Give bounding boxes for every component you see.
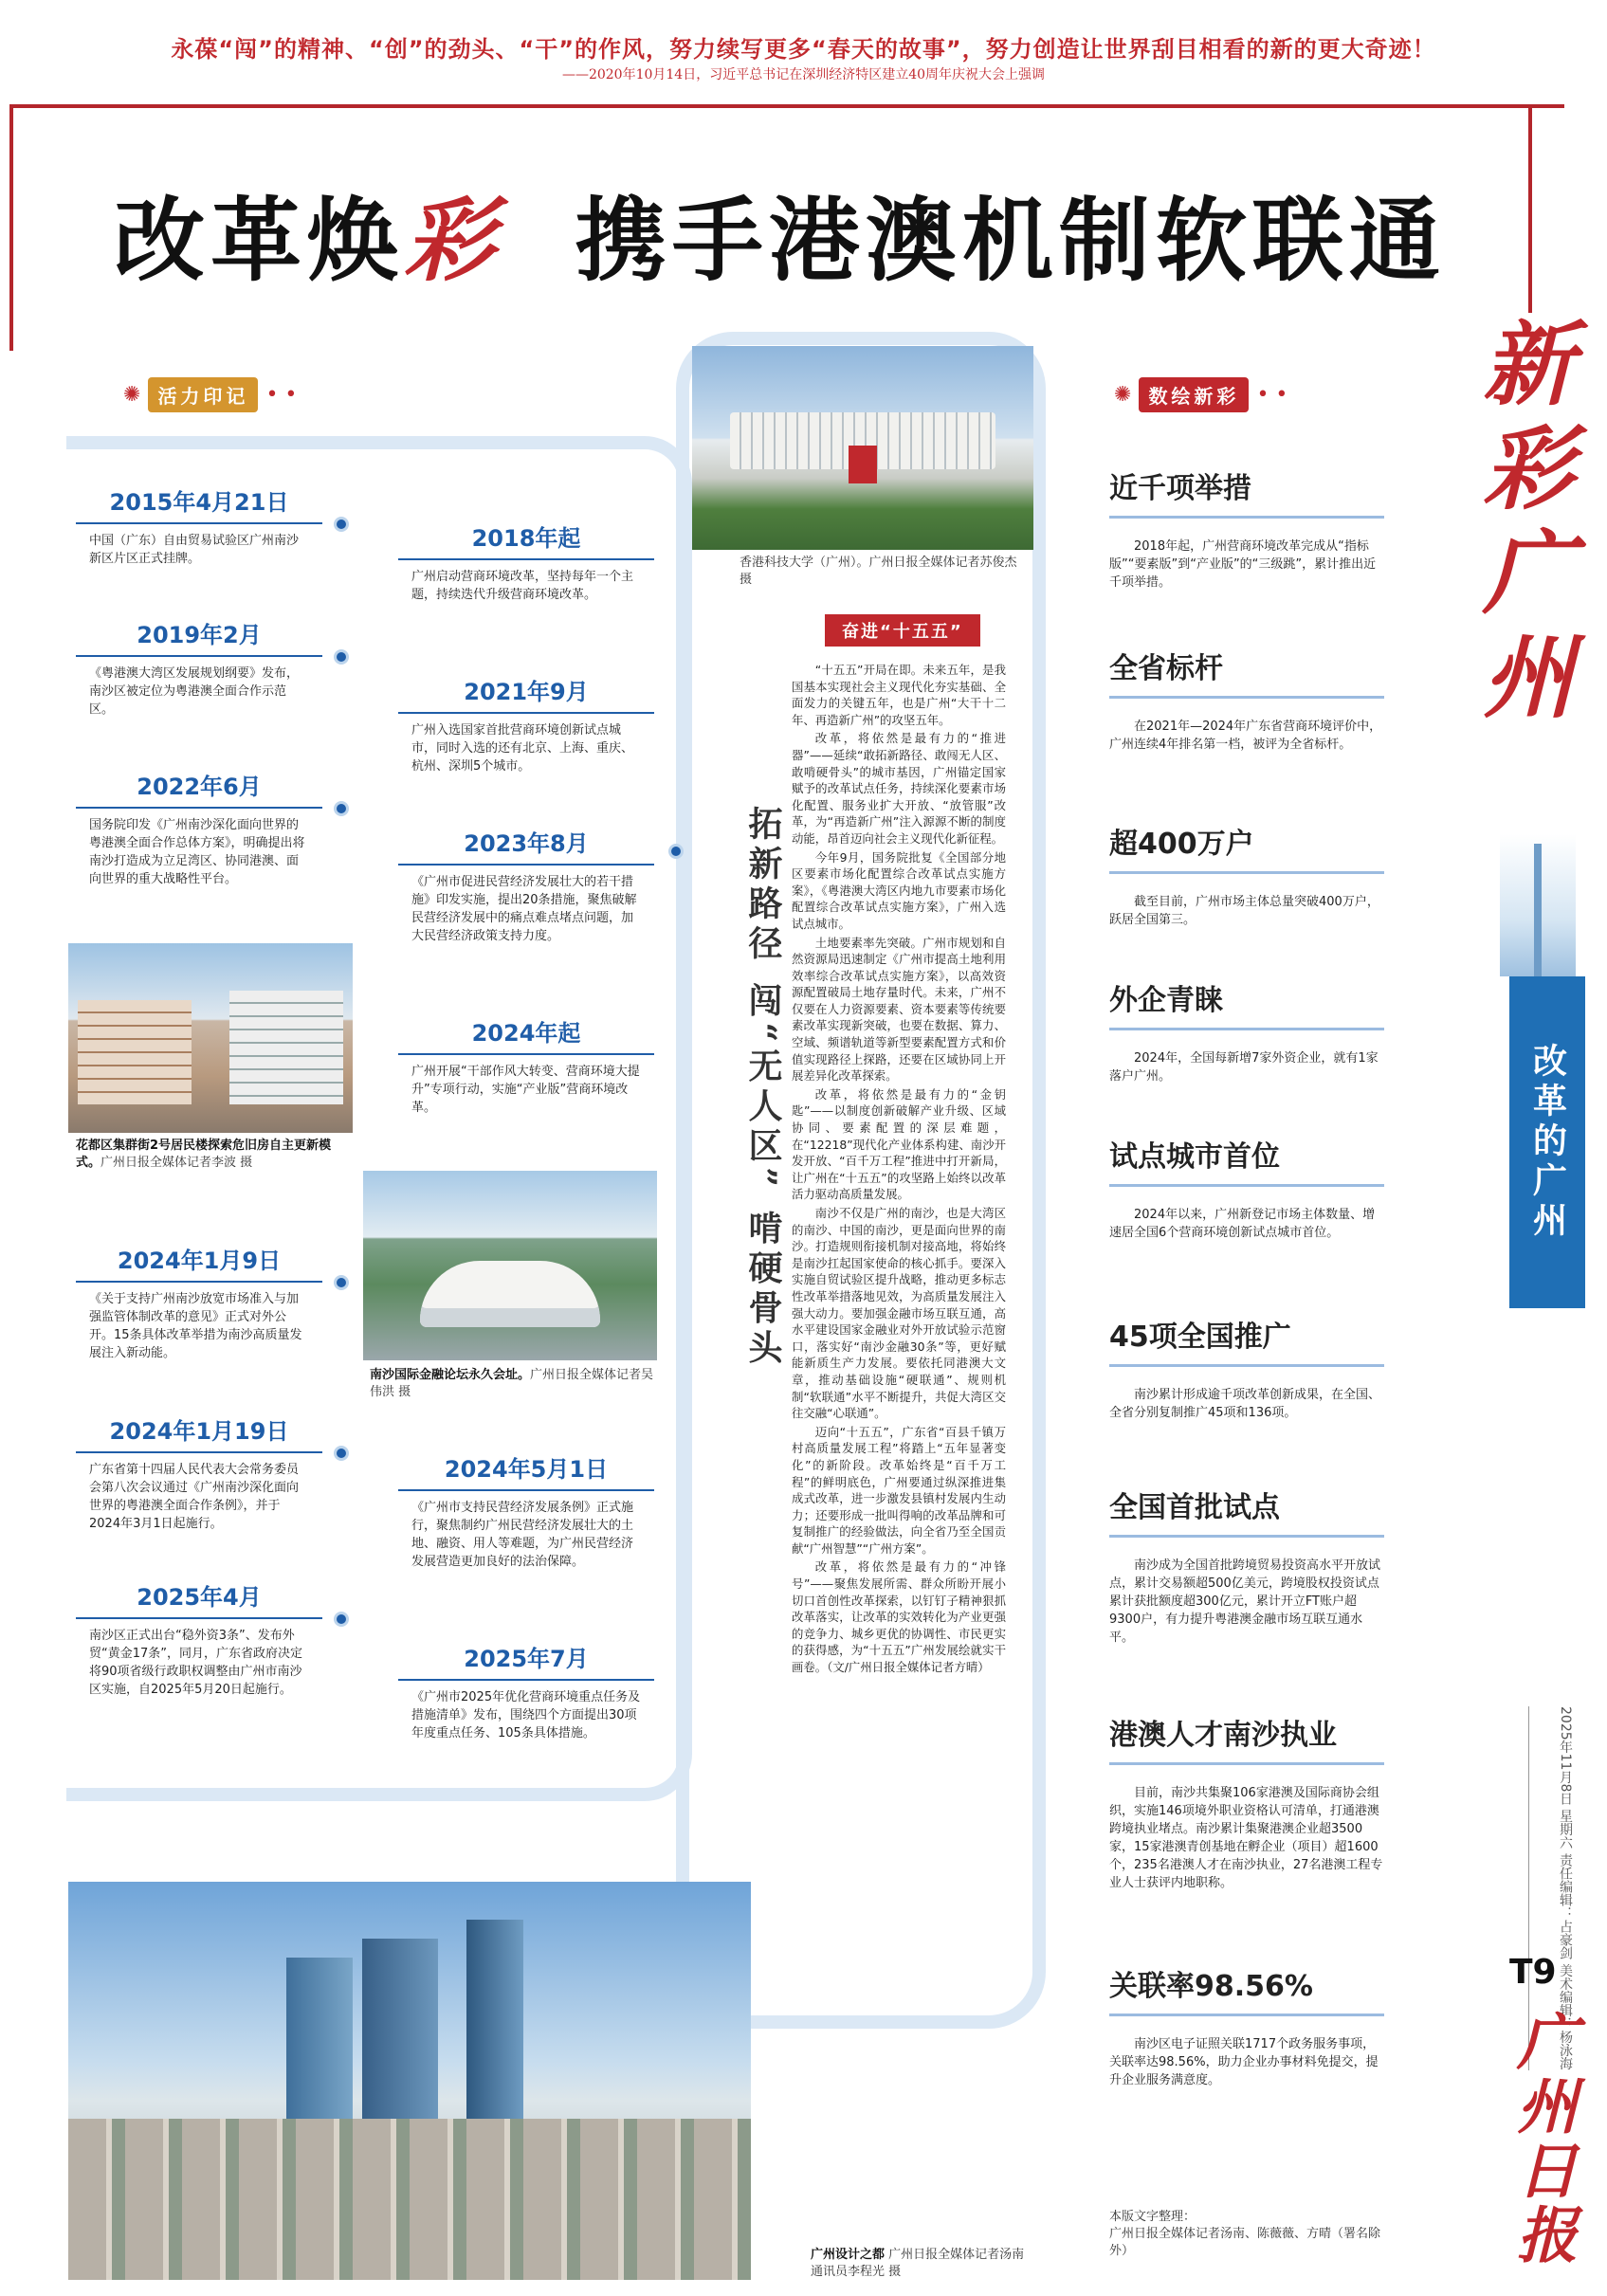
hkust-caption: 香港科技大学（广州）。广州日报全媒体记者苏俊杰 摄 xyxy=(740,556,1017,587)
timeline-date: 2022年6月 xyxy=(76,768,322,809)
timeline-text: 《广州市2025年优化营商环境重点任务及措施清单》发布，围绕四个方面提出30项年度重点任务、105条具体措施。 xyxy=(411,1690,641,1740)
page-headline xyxy=(114,169,1446,299)
timeline-date: 2015年4月21日 xyxy=(76,483,322,524)
stat-block xyxy=(1109,1133,1384,1242)
article-paragraph: 今年9月，国务院批复《全国部分地区要素市场化配置综合改革试点实施方案》，《粤港澳大湾区内地九市要素市场化配置综合改革试点实施方案》，广州入选试点城市。 xyxy=(792,849,1006,931)
credits-line1: 本版文字整理： xyxy=(1109,2210,1196,2224)
timeline-text: 《粤港澳大湾区发展规划纲要》发布，南沙区被定位为粤港澳全面合作示范区。 xyxy=(89,666,300,717)
firework-icon: ✺ xyxy=(1114,383,1132,407)
timeline-text: 广州启动营商环境改革，坚持每年一个主题，持续迭代升级营商环境改革。 xyxy=(411,570,634,602)
stat-block xyxy=(1109,976,1384,1085)
issue-meta: 2025年11月8日 星期六 责任编辑：占豪剑 美术编辑：杨泳海 xyxy=(1528,1706,1576,2070)
dots-icon: • • xyxy=(1256,383,1288,407)
timeline-dot xyxy=(334,649,349,665)
timeline-text: 《广州市支持民营经济发展条例》正式施行，聚焦制约广州民营经济发展壮大的土地、融资、用人等难题，为广州民营经济发展营造更加良好的法治保障。 xyxy=(411,1501,634,1569)
timeline-item-left-0 xyxy=(76,483,322,568)
huadu-caption xyxy=(76,1138,351,1172)
timeline-item-left-4 xyxy=(76,1412,322,1533)
timeline-dot xyxy=(334,801,349,816)
firework-icon: ✺ xyxy=(123,383,141,407)
timeline-dot xyxy=(334,1612,349,1627)
stat-text: 2024年，全国每新增7家外资企业，就有1家落户广州。 xyxy=(1109,1051,1379,1084)
headline-part1: 改革焕 xyxy=(114,187,404,294)
timeline-item-left-2 xyxy=(76,768,322,888)
timeline-date: 2024年1月19日 xyxy=(76,1412,322,1453)
timeline-item-left-5 xyxy=(76,1578,322,1699)
huadu-caption-title: 花都区集群街2号居民楼探索危旧房自主更新模式。 xyxy=(76,1139,332,1170)
stat-title: 近千项举措 xyxy=(1109,465,1384,519)
stat-text: 南沙成为全国首批跨境贸易投资高水平开放试点，累计交易额超500亿美元，跨境股权投资试点累计获批额度超300亿元，累计开立FT账户超9300户，有力提升粤港澳金融市场互联互通水平。 xyxy=(1109,1558,1381,1645)
timeline-text: 国务院印发《广州南沙深化面向世界的粤港澳全面合作总体方案》，明确提出将南沙打造成为立足湾区、协同港澳、面向世界的重大战略性平台。 xyxy=(89,818,305,886)
tower-shape xyxy=(1534,844,1542,976)
timeline-item-right-0 xyxy=(398,519,654,604)
stat-block xyxy=(1109,1484,1384,1647)
stat-text: 南沙累计形成逾千项改革创新成果，在全国、全省分别复制推广45项和136项。 xyxy=(1109,1388,1381,1420)
hkust-photo xyxy=(692,346,1033,550)
timeline-date: 2024年5月1日 xyxy=(398,1450,654,1491)
timeline-item-right-3 xyxy=(398,1014,654,1117)
timeline-text: 中国（广东）自由贸易试验区广州南沙新区片区正式挂牌。 xyxy=(89,534,300,566)
center-vertical-title: 拓新路径 闯“无人区” 啃硬骨头 xyxy=(743,806,783,1370)
stat-title: 超400万户 xyxy=(1109,820,1384,874)
stat-text: 截至目前，广州市场主体总量突破400万户，跃居全国第三。 xyxy=(1109,895,1379,927)
stat-title: 全国首批试点 xyxy=(1109,1484,1384,1538)
stat-block xyxy=(1109,1962,1384,2089)
nansha-caption-credit: 广州日报全媒体记者吴伟洪 摄 xyxy=(370,1368,654,1399)
stat-text: 2018年起，广州营商环境改革完成从“指标版”“要素版”到“产业版”的“三级跳”，累计推出近千项举措。 xyxy=(1109,539,1377,590)
design-capital-photo xyxy=(68,1882,751,2280)
canton-tower-graphic xyxy=(1500,834,1576,976)
article-paragraph: 改革，将依然是最有力的“推进器”——延续“敢拓新路径、敢闯无人区、敢啃硬骨头”的城市基因，广州锚定国家赋予的改革试点任务，持续深化要素市场化配置、服务业扩大开放、“放管服”改革，为“再造新广州”注入源源不断的制度动能，昂首迈向社会主义现代化新征程。 xyxy=(792,731,1006,846)
timeline-item-right-2 xyxy=(398,825,654,945)
timeline-item-left-1 xyxy=(76,616,322,719)
brand-title: 新彩广州 xyxy=(1483,311,1574,731)
frame-top-line xyxy=(9,104,1564,108)
stat-title: 试点城市首位 xyxy=(1109,1133,1384,1187)
stat-block xyxy=(1109,1711,1384,1892)
building-shape xyxy=(78,1000,192,1104)
timeline-dot xyxy=(668,844,684,859)
huadu-caption-credit: 广州日报全媒体记者李波 摄 xyxy=(100,1156,253,1170)
article-paragraph: 土地要素率先突破。广州市规划和自然资源局迅速制定《广州市提高土地利用效率综合改革试点实施方案》，以高效资源配置破局土地存量时代。未来，广州不仅要在人力资源要素、资本要素等传统要素改革实现新突破，也要在数据、算力、空域、频谱轨道等新型要素配置方式和价值实现路径上探路，还要在区域协同上开展差异化改革探索。 xyxy=(792,935,1006,1084)
low-buildings-shape xyxy=(68,2119,751,2280)
timeline-item-right-1 xyxy=(398,673,654,775)
article-paragraph: 南沙不仅是广州的南沙，也是大湾区的南沙、中国的南沙，更是面向世界的南沙。打造规则衔接机制对接高地，将始终是南沙扛起国家使命的核心抓手。要深入实施自贸试验区提升战略，推动更多标志性改革举措落地见效，为高质量发展注入强大动力。要加强金融市场互联互通，高水平建设国家金融业对外开放试验示范窗口，落实好“南沙金融30条”等，更好赋能新质生产力发展。要依托同港澳大文章，推动基础设施“硬联通”、规则机制“软联通”水平不断提升，共促大湾区交往交融“心联通”。 xyxy=(792,1206,1006,1421)
article-paragraph: 迈向“十五五”，广东省“百县千镇万村高质量发展工程”将踏上“五年显著变化”的新阶段。改革始终是“百千万工程”的鲜明底色，广州要通过纵深推进集成式改革，进一步激发县镇村发展内生动力；还要形成一批叫得响的改革品牌和可复制推广的经验做法，向全省乃至全国贡献“广州智慧”“广州方案”。 xyxy=(792,1424,1006,1556)
huadu-photo xyxy=(68,943,353,1133)
timeline-date: 2025年4月 xyxy=(76,1578,322,1619)
sculpture-shape xyxy=(849,446,877,483)
article-paragraph: 改革，将依然是最有力的“冲锋号”——聚焦发展所需、群众所盼开展小切口首创性改革探索，以钉钉子精神狠抓改革落实，让改革的实效转化为产业更强的竞争力、城乡更优的协调性、市民更实的获得感，为“十五五”广州发展绘就实干画卷。（文/广州日报全媒体记者方晴） xyxy=(792,1559,1006,1675)
header-quote: 永葆“闯”的精神、“创”的劲头、“干”的作风，努力续写更多“春天的故事”，努力创造让世界刮目相看的新的更大奇迹！ xyxy=(171,36,1436,63)
timeline-date: 2021年9月 xyxy=(398,673,654,714)
timeline-date: 2025年7月 xyxy=(398,1640,654,1681)
timeline-dot xyxy=(334,517,349,532)
timeline-text: 广东省第十四届人民代表大会常务委员会第八次会议通过《广州南沙深化面向世界的粤港澳全面合作条例》，并于2024年3月1日起施行。 xyxy=(89,1463,300,1531)
building-shape xyxy=(229,991,343,1104)
nansha-forum-photo xyxy=(363,1171,657,1360)
page-number: T9 xyxy=(1509,1953,1557,1992)
center-article xyxy=(792,662,1006,1678)
design-caption-title: 广州设计之都 xyxy=(811,2248,886,2262)
frame-right-line xyxy=(1528,104,1532,313)
nansha-caption-title: 南沙国际金融论坛永久会址。 xyxy=(370,1368,531,1382)
side-bar-label: 改革的广州 xyxy=(1509,976,1585,1308)
quote-source: ——2020年10月14日，习近平总书记在深圳经济特区建立40周年庆祝大会上强调 xyxy=(561,67,1046,82)
timeline-text: 南沙区正式出台“稳外资3条”、发布外贸“黄金17条”，同月，广东省政府决定将90项省级行政职权调整由广州市南沙区实施，自2025年5月20日起施行。 xyxy=(89,1629,303,1697)
center-banner: 奋进“十五五” xyxy=(825,614,980,647)
stat-title: 港澳人才南沙执业 xyxy=(1109,1711,1384,1765)
article-paragraph: “十五五”开局在即。未来五年，是我国基本实现社会主义现代化夯实基础、全面发力的关键五年，也是广州“大干十二年、再造新广州”的攻坚五年。 xyxy=(792,663,1006,727)
stat-title: 全省标杆 xyxy=(1109,645,1384,699)
headline-part2: 携手港澳机制软联通 xyxy=(575,187,1446,294)
stat-block xyxy=(1109,820,1384,929)
timeline-text: 广州开展“干部作风大转变、营商环境大提升”专项行动，实施“产业版”营商环境改革。 xyxy=(411,1065,640,1115)
stat-block xyxy=(1109,465,1384,592)
frame-left-line xyxy=(9,104,13,351)
timeline-dot xyxy=(334,1275,349,1290)
timeline-item-right-4 xyxy=(398,1450,654,1571)
stat-text: 南沙区电子证照关联1717个政务服务事项，关联率达98.56%，助力企业办事材料免提交，提升企业服务满意度。 xyxy=(1109,2037,1379,2087)
nansha-caption xyxy=(370,1367,654,1401)
timeline-date: 2023年8月 xyxy=(398,825,654,866)
text-credits xyxy=(1109,2209,1394,2260)
article-paragraph: 改革，将依然是最有力的“金钥匙”——以制度创新破解产业升级、区域协同、要素配置的深层难题，在“12218”现代化产业体系构建、南沙开发开放、“百千万工程”推进中打开新局，让广州在“十五五”的攻坚路上始终以改革活力驱动高质量发展。 xyxy=(792,1086,1006,1202)
venue-shape xyxy=(420,1261,600,1327)
stat-title: 关联率98.56% xyxy=(1109,1962,1384,2016)
left-section-header xyxy=(123,377,297,412)
timeline-text: 《广州市促进民营经济发展壮大的若干措施》印发实施，提出20条措施，聚焦破解民营经济发展中的痛点难点堵点问题，加大民营经济政策支持力度。 xyxy=(411,875,637,943)
credits-line2: 广州日报全媒体记者汤南、陈薇薇、方晴（署名除外） xyxy=(1109,2227,1381,2258)
timeline-text: 《关于支持广州南沙放宽市场准入与加强监管体制改革的意见》正式对外公开。15条具体改革举措为南沙高质量发展注入新动能。 xyxy=(89,1292,302,1360)
design-caption xyxy=(811,2247,1029,2281)
timeline-dot xyxy=(334,1446,349,1461)
stat-block xyxy=(1109,1313,1384,1422)
masthead-logo: 广州日报 xyxy=(1507,2010,1578,2268)
timeline-text: 广州入选国家首批营商环境创新试点城市，同时入选的还有北京、上海、重庆、杭州、深圳5个城市。 xyxy=(411,723,634,774)
stat-text: 目前，南沙共集聚106家港澳及国际商协会组织，实施146项境外职业资格认可清单，打通港澳跨境执业堵点。南沙累计集聚港澳企业超3500家，15家港澳青创基地在孵企业（项目）超1600个，235名港澳人才在南沙执业，27名港澳工程专业人士获评内地职称。 xyxy=(1109,1786,1383,1890)
left-section-tag: 活力印记 xyxy=(148,377,258,412)
timeline-date: 2018年起 xyxy=(398,519,654,560)
timeline-date: 2019年2月 xyxy=(76,616,322,657)
dots-icon: • • xyxy=(265,383,298,407)
right-section-tag: 数绘新彩 xyxy=(1139,377,1249,412)
stat-text: 2024年以来，广州新登记市场主体数量、增速居全国6个营商环境创新试点城市首位。 xyxy=(1109,1208,1376,1240)
timeline-item-right-5 xyxy=(398,1640,654,1742)
timeline-item-left-3 xyxy=(76,1242,322,1362)
right-section-header xyxy=(1114,377,1287,412)
timeline-date: 2024年起 xyxy=(398,1014,654,1055)
stat-block xyxy=(1109,645,1384,754)
headline-accent: 彩 xyxy=(404,187,501,294)
timeline-date: 2024年1月9日 xyxy=(76,1242,322,1283)
stat-title: 45项全国推广 xyxy=(1109,1313,1384,1367)
stat-text: 在2021年—2024年广东省营商环境评价中，广州连续4年排名第一档，被评为全省标杆。 xyxy=(1109,720,1382,752)
stat-title: 外企青睐 xyxy=(1109,976,1384,1030)
design-caption-credit: 广州日报全媒体记者汤南 通讯员李程光 摄 xyxy=(811,2248,1025,2279)
